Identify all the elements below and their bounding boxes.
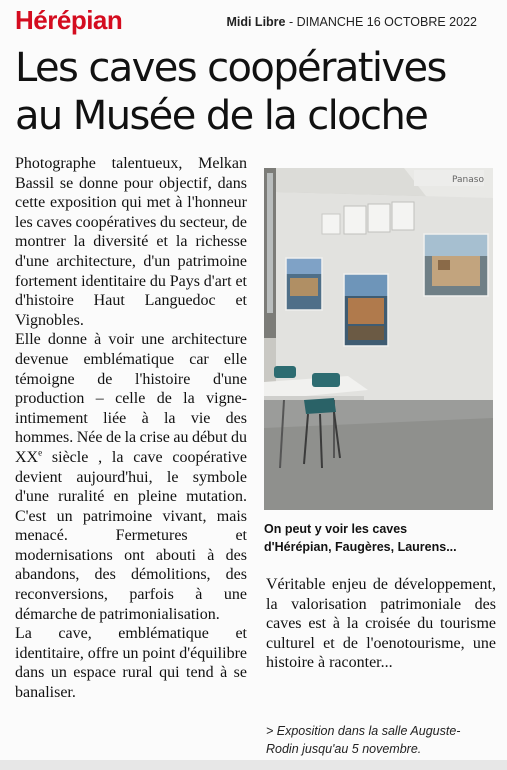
- paragraph-conclusion: La cave, emblématique et identitaire, offre un point d'équilibre dans un espace rural qui tend à se banaliser.: [15, 625, 247, 702]
- paragraph-architecture-part2: siècle , la cave coopérative devient aujourd'hui, le symbole d'une ruralité en pleine mutation. C'est un patrimoine vivant, mais menacé. Fermetures et modernisations ont abouti à des abandons, des démolitions, des reconversions, parfois à une démarche de patrimonialisation.: [15, 448, 247, 623]
- article-body-right: [266, 575, 496, 673]
- town-heading: Hérépian: [15, 5, 123, 35]
- exhibition-photo: [264, 168, 493, 510]
- page-bottom-band: [0, 760, 507, 770]
- article-headline: [15, 44, 495, 140]
- publication-line: [226, 15, 477, 29]
- publication-date: - DIMANCHE 16 OCTOBRE 2022: [285, 15, 477, 29]
- photo-watermark: Panaso: [452, 175, 484, 185]
- paragraph-architecture: [15, 330, 247, 624]
- caption-line-2: d'Hérépian, Faugères, Laurens...: [264, 540, 457, 554]
- headline-line-1: Les caves coopératives: [15, 45, 446, 91]
- caption-line-1: On peut y voir les caves: [264, 522, 408, 536]
- exhibition-note: [266, 722, 498, 758]
- paragraph-intro: Photographe talentueux, Melkan Bassil se donne pour objectif, dans cette exposition qui met à l'honneur les caves coopératives du secteur, de montrer la diversité et la richesse d'une architecture, d'un patrimoine fortement identitaire du Pays d'art et d'histoire Haut Languedoc et Vignobles.: [15, 155, 247, 329]
- note-line-2: Rodin jusqu'au 5 novembre.: [266, 742, 422, 756]
- publication-name: Midi Libre: [226, 15, 286, 29]
- century-superscript: e: [38, 447, 43, 458]
- article-body-left: [15, 154, 247, 703]
- note-line-1: > Exposition dans la salle Auguste-: [266, 724, 461, 738]
- headline-line-2: au Musée de la cloche: [15, 93, 428, 139]
- photo-caption: [264, 520, 504, 556]
- paragraph-enjeu: Véritable enjeu de développement, la valorisation patrimoniale des caves est à la croisée du tourisme culturel et de l'oenotourisme, une histoire à raconter...: [266, 576, 496, 672]
- paragraph-architecture-part1: Elle donne à voir une architecture devenue emblématique car elle témoigne de l'histoire d'une production – celle de la vigne-intimement liée à la vie des hommes. Née de la crise au début du XX: [15, 331, 247, 466]
